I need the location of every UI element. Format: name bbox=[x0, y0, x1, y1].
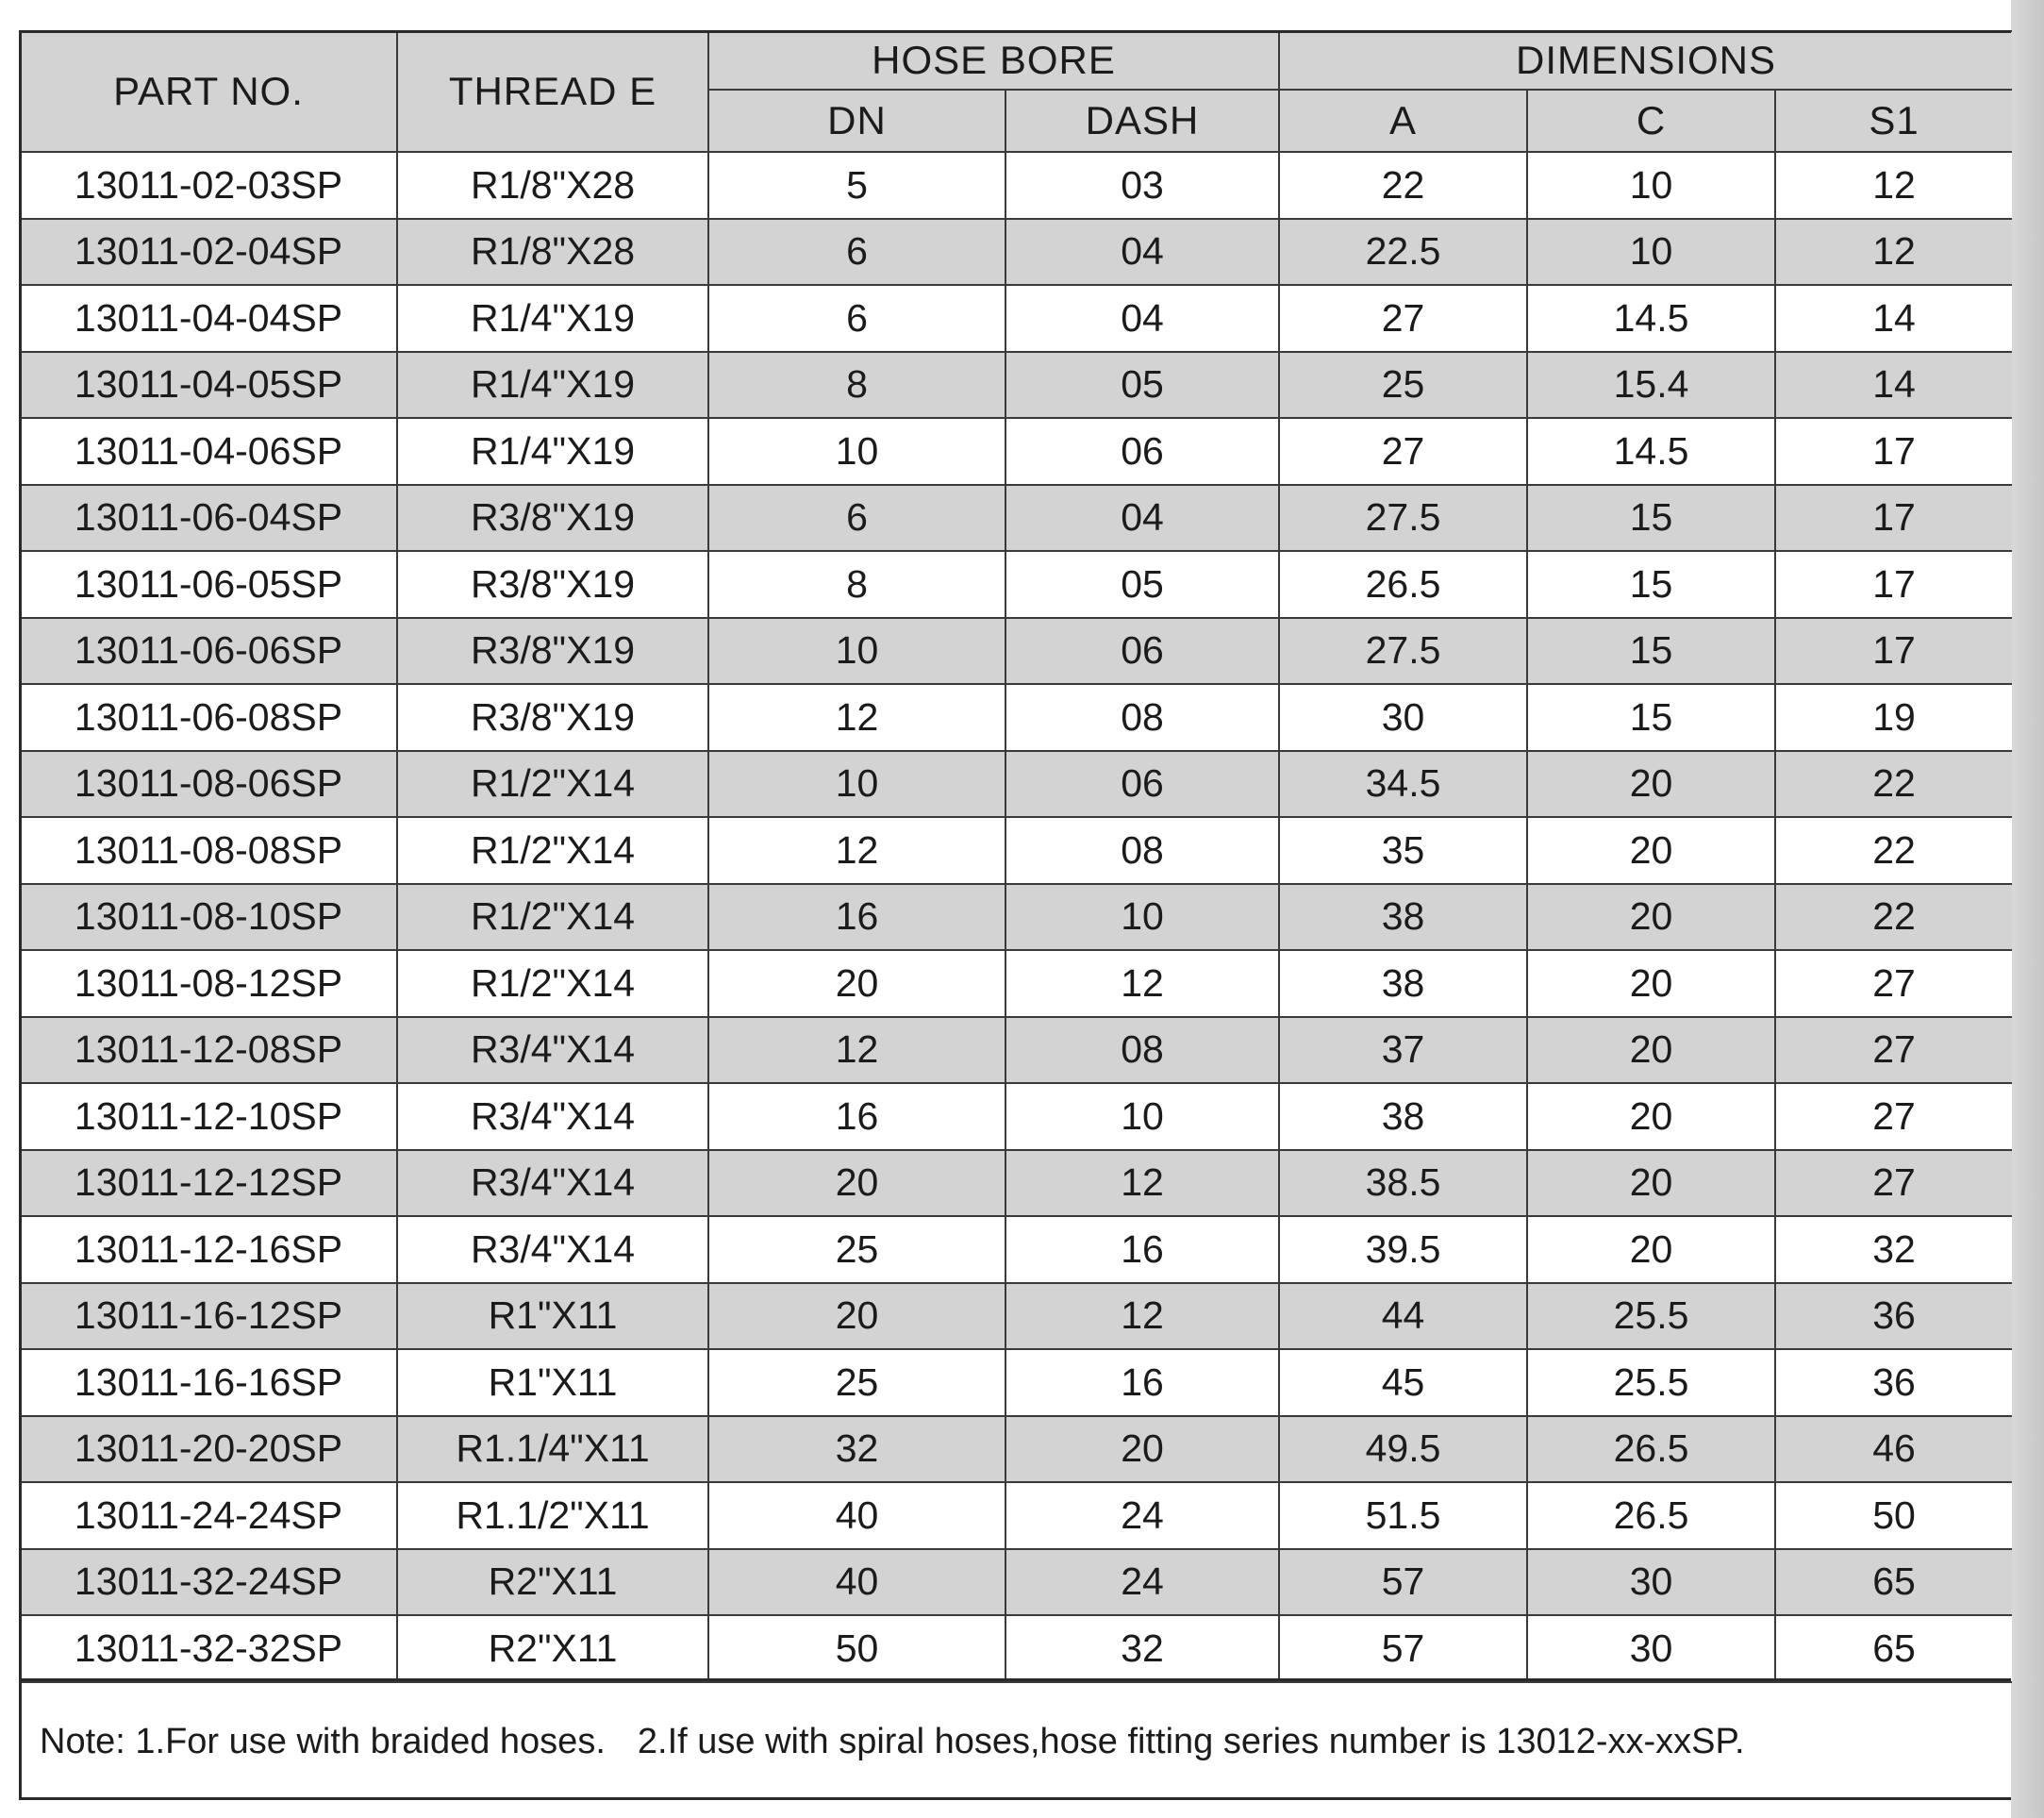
table-frame bbox=[19, 30, 2011, 1800]
cell-s1: 14 bbox=[1775, 352, 2012, 419]
cell-dash: 05 bbox=[1005, 551, 1279, 618]
cell-s1: 22 bbox=[1775, 751, 2012, 818]
cell-dash: 08 bbox=[1005, 684, 1279, 751]
cell-dash: 08 bbox=[1005, 1017, 1279, 1084]
cell-c: 20 bbox=[1527, 817, 1775, 884]
cell-part-no: 13011-12-12SP bbox=[20, 1150, 397, 1217]
cell-a: 57 bbox=[1279, 1615, 1527, 1682]
cell-a: 45 bbox=[1279, 1349, 1527, 1416]
cell-c: 15 bbox=[1527, 684, 1775, 751]
cell-s1: 17 bbox=[1775, 551, 2012, 618]
cell-c: 15 bbox=[1527, 551, 1775, 618]
cell-part-no: 13011-16-12SP bbox=[20, 1283, 397, 1350]
cell-part-no: 13011-06-04SP bbox=[20, 485, 397, 552]
cell-thread: R1"X11 bbox=[397, 1283, 708, 1350]
cell-c: 15.4 bbox=[1527, 352, 1775, 419]
cell-c: 10 bbox=[1527, 152, 1775, 219]
header-s1: S1 bbox=[1775, 90, 2012, 152]
cell-dn: 6 bbox=[708, 485, 1005, 552]
cell-dash: 12 bbox=[1005, 1283, 1279, 1350]
cell-s1: 27 bbox=[1775, 950, 2012, 1017]
cell-a: 38 bbox=[1279, 1083, 1527, 1150]
header-thread: THREAD E bbox=[397, 31, 708, 152]
cell-c: 20 bbox=[1527, 1083, 1775, 1150]
cell-a: 57 bbox=[1279, 1549, 1527, 1616]
cell-part-no: 13011-08-12SP bbox=[20, 950, 397, 1017]
cell-dash: 12 bbox=[1005, 1150, 1279, 1217]
header-dash: DASH bbox=[1005, 90, 1279, 152]
cell-s1: 27 bbox=[1775, 1083, 2012, 1150]
header-hose-bore: HOSE BORE bbox=[708, 31, 1279, 90]
cell-a: 22 bbox=[1279, 152, 1527, 219]
cell-dash: 20 bbox=[1005, 1416, 1279, 1483]
cell-thread: R3/4"X14 bbox=[397, 1150, 708, 1217]
cell-a: 25 bbox=[1279, 352, 1527, 419]
cell-c: 25.5 bbox=[1527, 1283, 1775, 1350]
cell-dash: 06 bbox=[1005, 751, 1279, 818]
cell-part-no: 13011-08-08SP bbox=[20, 817, 397, 884]
cell-s1: 17 bbox=[1775, 485, 2012, 552]
cell-thread: R1/8"X28 bbox=[397, 152, 708, 219]
cell-s1: 22 bbox=[1775, 817, 2012, 884]
cell-dn: 20 bbox=[708, 1283, 1005, 1350]
cell-part-no: 13011-06-05SP bbox=[20, 551, 397, 618]
cell-part-no: 13011-32-24SP bbox=[20, 1549, 397, 1616]
cell-thread: R3/8"X19 bbox=[397, 684, 708, 751]
cell-part-no: 13011-12-16SP bbox=[20, 1216, 397, 1283]
note-braided: Note: 1.For use with braided hoses. bbox=[40, 1722, 606, 1761]
cell-part-no: 13011-08-06SP bbox=[20, 751, 397, 818]
cell-c: 20 bbox=[1527, 751, 1775, 818]
cell-thread: R3/8"X19 bbox=[397, 618, 708, 685]
cell-dn: 6 bbox=[708, 219, 1005, 286]
cell-a: 27 bbox=[1279, 285, 1527, 352]
cell-thread: R1/8"X28 bbox=[397, 219, 708, 286]
cell-thread: R1/2"X14 bbox=[397, 817, 708, 884]
cell-dn: 20 bbox=[708, 950, 1005, 1017]
cell-dn: 10 bbox=[708, 751, 1005, 818]
cell-a: 38 bbox=[1279, 950, 1527, 1017]
cell-thread: R3/4"X14 bbox=[397, 1017, 708, 1084]
cell-thread: R1/4"X19 bbox=[397, 352, 708, 419]
cell-c: 30 bbox=[1527, 1615, 1775, 1682]
cell-thread: R3/4"X14 bbox=[397, 1083, 708, 1150]
cell-dash: 06 bbox=[1005, 418, 1279, 485]
cell-s1: 50 bbox=[1775, 1482, 2012, 1549]
cell-a: 22.5 bbox=[1279, 219, 1527, 286]
cell-c: 20 bbox=[1527, 1017, 1775, 1084]
cell-thread: R1.1/2"X11 bbox=[397, 1482, 708, 1549]
page-edge-shadow bbox=[2011, 0, 2044, 1818]
cell-thread: R1/2"X14 bbox=[397, 884, 708, 951]
cell-dash: 03 bbox=[1005, 152, 1279, 219]
cell-a: 38.5 bbox=[1279, 1150, 1527, 1217]
cell-thread: R3/8"X19 bbox=[397, 551, 708, 618]
cell-s1: 32 bbox=[1775, 1216, 2012, 1283]
cell-dn: 40 bbox=[708, 1549, 1005, 1616]
cell-a: 39.5 bbox=[1279, 1216, 1527, 1283]
cell-thread: R3/4"X14 bbox=[397, 1216, 708, 1283]
cell-a: 44 bbox=[1279, 1283, 1527, 1350]
cell-dash: 24 bbox=[1005, 1549, 1279, 1616]
cell-dash: 24 bbox=[1005, 1482, 1279, 1549]
cell-a: 49.5 bbox=[1279, 1416, 1527, 1483]
cell-part-no: 13011-02-03SP bbox=[20, 152, 397, 219]
cell-s1: 22 bbox=[1775, 884, 2012, 951]
cell-dn: 25 bbox=[708, 1349, 1005, 1416]
cell-s1: 36 bbox=[1775, 1349, 2012, 1416]
cell-part-no: 13011-24-24SP bbox=[20, 1482, 397, 1549]
cell-thread: R1/2"X14 bbox=[397, 950, 708, 1017]
cell-a: 26.5 bbox=[1279, 551, 1527, 618]
cell-c: 20 bbox=[1527, 884, 1775, 951]
cell-s1: 27 bbox=[1775, 1150, 2012, 1217]
cell-part-no: 13011-12-08SP bbox=[20, 1017, 397, 1084]
cell-dash: 10 bbox=[1005, 884, 1279, 951]
cell-thread: R2"X11 bbox=[397, 1615, 708, 1682]
cell-s1: 19 bbox=[1775, 684, 2012, 751]
header-dimensions: DIMENSIONS bbox=[1279, 31, 2012, 90]
cell-c: 25.5 bbox=[1527, 1349, 1775, 1416]
cell-dash: 06 bbox=[1005, 618, 1279, 685]
cell-dn: 20 bbox=[708, 1150, 1005, 1217]
cell-a: 38 bbox=[1279, 884, 1527, 951]
cell-a: 27.5 bbox=[1279, 618, 1527, 685]
cell-c: 26.5 bbox=[1527, 1482, 1775, 1549]
note-spiral: 2.If use with spiral hoses,hose fitting series number is 13012-xx-xxSP. bbox=[637, 1722, 1745, 1761]
cell-c: 15 bbox=[1527, 618, 1775, 685]
cell-s1: 65 bbox=[1775, 1549, 2012, 1616]
cell-s1: 12 bbox=[1775, 219, 2012, 286]
cell-a: 27 bbox=[1279, 418, 1527, 485]
cell-part-no: 13011-02-04SP bbox=[20, 219, 397, 286]
cell-dn: 12 bbox=[708, 817, 1005, 884]
cell-s1: 17 bbox=[1775, 618, 2012, 685]
cell-thread: R1/4"X19 bbox=[397, 285, 708, 352]
cell-dash: 04 bbox=[1005, 219, 1279, 286]
cell-c: 20 bbox=[1527, 1150, 1775, 1217]
cell-dn: 32 bbox=[708, 1416, 1005, 1483]
cell-thread: R1/2"X14 bbox=[397, 751, 708, 818]
header-dn: DN bbox=[708, 90, 1005, 152]
cell-dn: 10 bbox=[708, 618, 1005, 685]
cell-dn: 8 bbox=[708, 352, 1005, 419]
cell-s1: 14 bbox=[1775, 285, 2012, 352]
cell-a: 51.5 bbox=[1279, 1482, 1527, 1549]
cell-part-no: 13011-04-04SP bbox=[20, 285, 397, 352]
cell-dn: 50 bbox=[708, 1615, 1005, 1682]
cell-s1: 27 bbox=[1775, 1017, 2012, 1084]
cell-dn: 25 bbox=[708, 1216, 1005, 1283]
cell-thread: R2"X11 bbox=[397, 1549, 708, 1616]
cell-part-no: 13011-04-06SP bbox=[20, 418, 397, 485]
cell-dn: 12 bbox=[708, 684, 1005, 751]
cell-dash: 04 bbox=[1005, 485, 1279, 552]
cell-dash: 10 bbox=[1005, 1083, 1279, 1150]
cell-dash: 32 bbox=[1005, 1615, 1279, 1682]
cell-thread: R3/8"X19 bbox=[397, 485, 708, 552]
cell-dn: 10 bbox=[708, 418, 1005, 485]
cell-s1: 65 bbox=[1775, 1615, 2012, 1682]
cell-c: 20 bbox=[1527, 1216, 1775, 1283]
cell-thread: R1/4"X19 bbox=[397, 418, 708, 485]
cell-a: 27.5 bbox=[1279, 485, 1527, 552]
cell-a: 35 bbox=[1279, 817, 1527, 884]
cell-dash: 16 bbox=[1005, 1349, 1279, 1416]
cell-s1: 17 bbox=[1775, 418, 2012, 485]
cell-dn: 8 bbox=[708, 551, 1005, 618]
header-part-no: PART NO. bbox=[20, 31, 397, 152]
cell-c: 20 bbox=[1527, 950, 1775, 1017]
cell-part-no: 13011-04-05SP bbox=[20, 352, 397, 419]
cell-dn: 16 bbox=[708, 884, 1005, 951]
cell-a: 30 bbox=[1279, 684, 1527, 751]
cell-s1: 36 bbox=[1775, 1283, 2012, 1350]
cell-dash: 16 bbox=[1005, 1216, 1279, 1283]
cell-s1: 46 bbox=[1775, 1416, 2012, 1483]
cell-dn: 12 bbox=[708, 1017, 1005, 1084]
cell-a: 37 bbox=[1279, 1017, 1527, 1084]
cell-thread: R1.1/4"X11 bbox=[397, 1416, 708, 1483]
cell-dn: 5 bbox=[708, 152, 1005, 219]
cell-part-no: 13011-06-06SP bbox=[20, 618, 397, 685]
cell-c: 15 bbox=[1527, 485, 1775, 552]
cell-part-no: 13011-06-08SP bbox=[20, 684, 397, 751]
cell-dash: 08 bbox=[1005, 817, 1279, 884]
cell-dash: 12 bbox=[1005, 950, 1279, 1017]
cell-c: 26.5 bbox=[1527, 1416, 1775, 1483]
cell-dash: 04 bbox=[1005, 285, 1279, 352]
header-a: A bbox=[1279, 90, 1527, 152]
cell-c: 14.5 bbox=[1527, 418, 1775, 485]
cell-a: 34.5 bbox=[1279, 751, 1527, 818]
cell-thread: R1"X11 bbox=[397, 1349, 708, 1416]
cell-s1: 12 bbox=[1775, 152, 2012, 219]
cell-dn: 40 bbox=[708, 1482, 1005, 1549]
cell-part-no: 13011-32-32SP bbox=[20, 1615, 397, 1682]
header-c: C bbox=[1527, 90, 1775, 152]
cell-dash: 05 bbox=[1005, 352, 1279, 419]
cell-c: 14.5 bbox=[1527, 285, 1775, 352]
cell-part-no: 13011-08-10SP bbox=[20, 884, 397, 951]
cell-dn: 16 bbox=[708, 1083, 1005, 1150]
cell-c: 10 bbox=[1527, 219, 1775, 286]
cell-part-no: 13011-12-10SP bbox=[20, 1083, 397, 1150]
cell-c: 30 bbox=[1527, 1549, 1775, 1616]
cell-part-no: 13011-20-20SP bbox=[20, 1416, 397, 1483]
cell-dn: 6 bbox=[708, 285, 1005, 352]
cell-part-no: 13011-16-16SP bbox=[20, 1349, 397, 1416]
